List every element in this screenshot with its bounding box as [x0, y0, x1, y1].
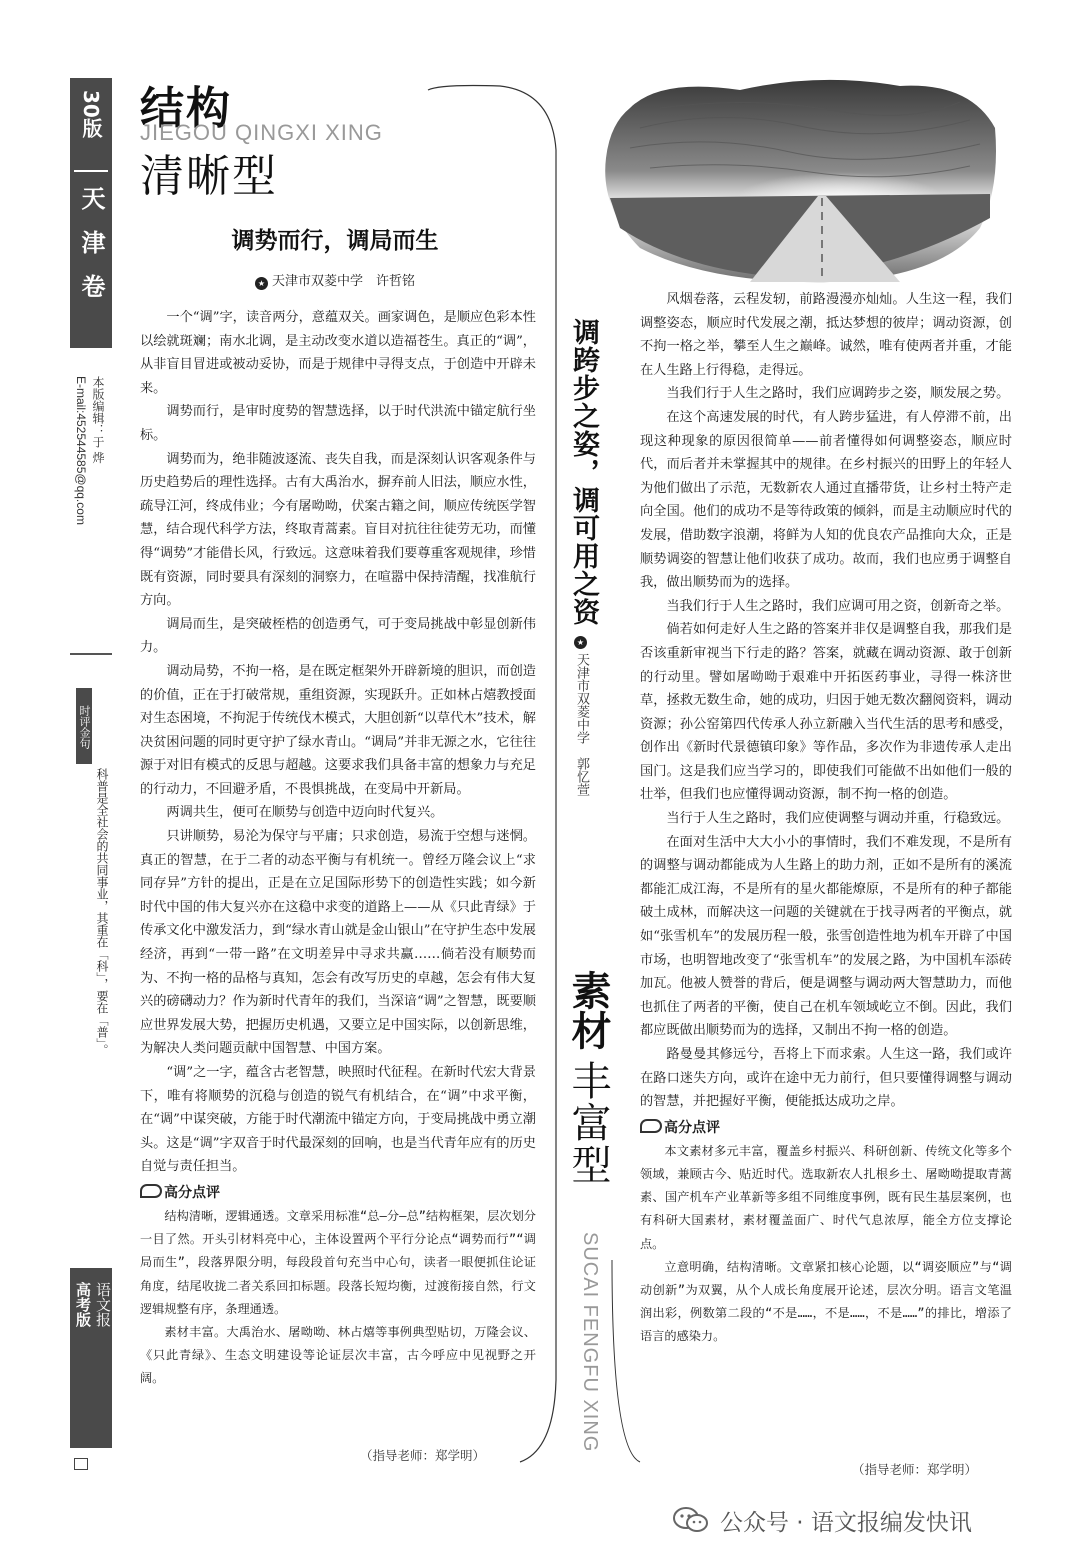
section-head-pinyin: JIEGOU QINGXI XING — [140, 120, 383, 145]
article1-title: 调势而行，调局而生 — [231, 228, 439, 254]
article1-paragraph: 调局而生，是突破桎梏的创造勇气，可于变局挑战中彰显创新伟力。 — [140, 616, 536, 656]
article1-paragraph: 调动局势，不拘一格，是在既定框架外开辟新境的胆识，而创造的价值，正在于打破常规，重组资源，实现跃升。正如林占熺教授面对生态困境，不拘泥于传统伐木模式，大胆创新“以草代木”技术，解决贫困问题的同时更守护了绿水青山。“调局”并非无源之水，它往往源于对旧有模式的反思与超越。这要求我们具备丰富的想象力与充足的行动力，不回避矛盾，不畏惧挑战，在变局中开新局。 — [140, 663, 536, 797]
article1-paragraph: “调”之一字，蕴含古老智慧，映照时代征程。在新时代宏大背景下，唯有将顺势的沉稳与创造的锐气有机结合，在“调”中求平衡，在“调”中谋突破，方能于时代潮流中锚定方向，于变局挑战中勇立潮头。这是“调”字双音于时代最深刻的回响，也是当代青年应有的历史自觉与责任担当。 — [140, 1065, 536, 1175]
section-head-sucai: 素材 — [565, 970, 611, 1050]
article2-body — [640, 288, 1012, 1349]
article2-paragraph: 路曼曼其修远兮，吾将上下而求索。人生这一路，我们或许在路口迷失方向，或许在途中无力前行，但只要懂得调整与调动的智慧，并把握好平衡，便能抵达成功之岸。 — [640, 1047, 1012, 1110]
article1-paragraph: 调势而为，绝非随波逐流、丧失自我，而是深刻认识客观条件与历史趋势后的理性选择。古有大禹治水，摒弃前人旧法，顺应水性，疏导江河，终成伟业；今有屠呦呦，伏案古籍之间，顺应传统医学智慧，结合现代科学方法，终取青蒿素。盲目对抗往往徒劳无功，而懂得“调势”才能借长风，行致远。这意味着我们要尊重客观规律，珍惜既有资源，同时要具有深刻的洞察力，在喧嚣中保持清醒，找准航行方向。 — [140, 451, 536, 609]
section-head-jiegou: 结构 — [140, 83, 232, 134]
article1-byline-text: 天津市双菱中学 许哲铭 — [271, 274, 415, 289]
section-head-type: 清晰型 — [140, 151, 278, 202]
edition-label: 30版 — [79, 90, 103, 138]
article2-paragraph: 在这个高速发展的时代，有人跨步猛进，有人停滞不前，出现这种现象的原因很简单——前者懂得如何调整姿态，顺应时代，而后者并未掌握其中的规律。在乡村振兴的田野上的年轻人为他们做出了示范，无数新农人通过直播带货，让乡村土特产走向全国。他们的成功不是等待政策的倾斜，而是主动顺应时代的发展，借助数字浪潮，将鲜为人知的优良农产品推向大众，正是顺势调姿的智慧让他们收获了成功。故而，我们也应勇于调整自我，做出顺势而为的选择。 — [640, 409, 1012, 591]
article2-comment-title: 高分点评 — [664, 1119, 720, 1136]
article2-paragraph: 当我们行于人生之路时，我们应调可用之资，创新奇之举。 — [666, 598, 1010, 614]
paper-name: 语文报 — [94, 1282, 112, 1327]
article2-advisor: （指导老师：郑学明） — [852, 1462, 978, 1477]
section2-head-pinyin: SUCAI FENGFU XING — [579, 1232, 601, 1453]
quote-tag: 时评金句 — [76, 688, 92, 764]
paper-edition: 高考版 — [74, 1282, 92, 1327]
section2-head-type: 丰富型 — [565, 1060, 611, 1186]
article2-title: 调跨步之姿，调可用之资 — [568, 318, 599, 626]
article1-comment: 结构清晰，逻辑通透。文章采用标准“总—分—总”结构框架，层次划分一目了然。开头引材料亮中心，主体设置两个平行分论点“调势而行”“调局而生”，段落界限分明，每段段首句充当中心句，读者一眼便抓住论证角度，结尾收拢二者关系回扣标题。段落长短均衡，过渡衔接自然，行文逻辑规整有序，条理通透。 — [140, 1208, 536, 1316]
editor-email: E-mail:452544585@qq.com — [74, 376, 88, 525]
article2-paragraph: 风烟卷落，云程发轫，前路漫漫亦灿灿。人生这一程，我们调整姿态，顺应时代发展之潮，抵达梦想的彼岸；调动资源，创不拘一格之举，攀至人生之巅峰。诚然，唯有使两者并重，才能在人生路上行得稳，走得远。 — [640, 292, 1012, 378]
road-illustration — [600, 68, 1000, 286]
article2-paragraph: 当我们行于人生之路时，我们应调跨步之姿，顺发展之势。 — [666, 386, 1010, 402]
juan-label: 天津卷 — [77, 186, 105, 318]
article1-advisor: （指导老师：郑学明） — [360, 1448, 486, 1463]
article2-byline-text: 天津市双菱中学 郭忆萱 — [574, 653, 589, 796]
article1-paragraph: 两调共生，便可在顺势与创造中迈向时代复兴。 — [166, 805, 444, 821]
article1-paragraph: 一个“调”字，读音两分，意蕴双关。画家调色，是顺应色彩本性以绘就斑斓；南水北调，是主动改变水道以造福苍生。真正的“调”，从非盲目冒进或被动妥协，而是于规律中寻得支点，于创造中开辟未来。 — [140, 310, 536, 396]
article2-comment-heading — [640, 1116, 1012, 1140]
article1-paragraph: 调势而行，是审时度势的智慧选择，以于时代洪流中锚定航行坐标。 — [140, 404, 536, 443]
article2-byline — [572, 636, 591, 796]
article1-comment-title: 高分点评 — [164, 1184, 220, 1201]
article1-comment: 素材丰富。大禹治水、屠呦呦、林占熺等事例典型贴切，万隆会议、《只此青绿》、生态文明建设等论证层次丰富，古今呼应中见视野之开阔。 — [140, 1324, 536, 1386]
wechat-watermark — [672, 1500, 972, 1540]
article2-comments — [640, 1140, 1012, 1349]
school-badge-icon: ★ — [255, 277, 268, 290]
watermark-text: 公众号 · 语文报编发快讯 — [720, 1509, 972, 1536]
editor-name: 本版编辑：于 烨 — [91, 376, 105, 464]
article2-paragraph: 在面对生活中大大小小的事情时，我们不难发现，不是所有的调整与调动都能成为人生路上的助力剂，正如不是所有的溪流都能汇成江海，不是所有的星火都能燎原，不是所有的种子都能破土成林，而解决这一问题的关键就在于找寻两者的平衡点，就如“张雪机车”的发展历程一般，张雪创造性地为机车开辟了中国市场，也明智地改变了“张雪机车”的发展之路，为中国机车添砖加瓦。他被人赞誉的背后，便是调整与调动两大智慧助力，而他也抓住了两者的平衡，使自己在机车领域屹立不倒。因此，我们都应既做出顺势而为的选择，又制出不拘一格的创造。 — [640, 834, 1012, 1039]
article1-paragraph: 只讲顺势，易沦为保守与平庸；只求创造，易流于空想与迷惘。真正的智慧，在于二者的动态平衡与有机统一。曾经万隆会议上“求同存异”方针的提出，正是在立足国际形势下的创造性实践；如今新时代中国的伟大复兴亦在这稳中求变的道路上——从《只此青绿》于传承文化中激发活力，到“绿水青山就是金山银山”在守护生态中发展经济，再到“一带一路”在文明差异中寻求共赢……倘若没有顺势而为、不拘一格的品格与真知，怎会有改写历史的卓越，怎会有伟大复兴的磅礴动力？作为新时代青年的我们，当深谙“调”之智慧，既要顺应世界发展大势，把握历史机遇，又要立足中国实际，以创新思维，为解决人类问题贡献中国智慧、中国方案。 — [140, 829, 536, 1057]
article2-comment: 本文素材多元丰富，覆盖乡村振兴、科研创新、传统文化等多个领域，兼顾古今、贴近时代。选取新农人扎根乡土、屠呦呦提取青蒿素、国产机车产业革新等多组不同维度事例，既有民生基层案例，也有科研大国素材，素材覆盖面广、时代气息浓厚，能全方位支撑论点。 — [640, 1143, 1012, 1251]
wechat-icon — [672, 1506, 710, 1534]
quote-text: 科普是全社会的共同事业，其重在「科」，要在「普」。 — [95, 768, 109, 1056]
article2-paragraph: 倘若如何走好人生之路的答案并非仅是调整自我，那我们是否该重新审视当下行走的路？答案，就藏在调动资源、敢于创新的行动里。譬如屠呦呦于艰难中开拓医药事业，寻得一株济世草，拯救无数生命，她的成功，归因于她无数次翻阅资料，调动资源；孙公窑第四代传承人孙立新融入当代生活的思考和感受，创作出《新时代景德镇印象》等作品，多次作为非遗传承人走出国门。这是我们应当学习的，即使我们可能做不出如他们一般的壮举，但我们也应懂得调动资源，制不拘一格的创造。 — [640, 622, 1012, 803]
article2-paragraph: 当行于人生之路时，我们应使调整与调动并重，行稳致远。 — [666, 811, 1010, 827]
article2-comment: 立意明确，结构清晰。文章紧扣核心论题，以“调姿顺应”与“调动创新”为双翼，从个人成长角度展开论述，层次分明。语言文笔温润出彩，例数第二段的“不是……，不是……，不是……”的排比，增添了语言的感染力。 — [640, 1259, 1012, 1344]
comment-pen-icon — [640, 1119, 662, 1133]
school-badge-icon: ★ — [576, 638, 585, 647]
